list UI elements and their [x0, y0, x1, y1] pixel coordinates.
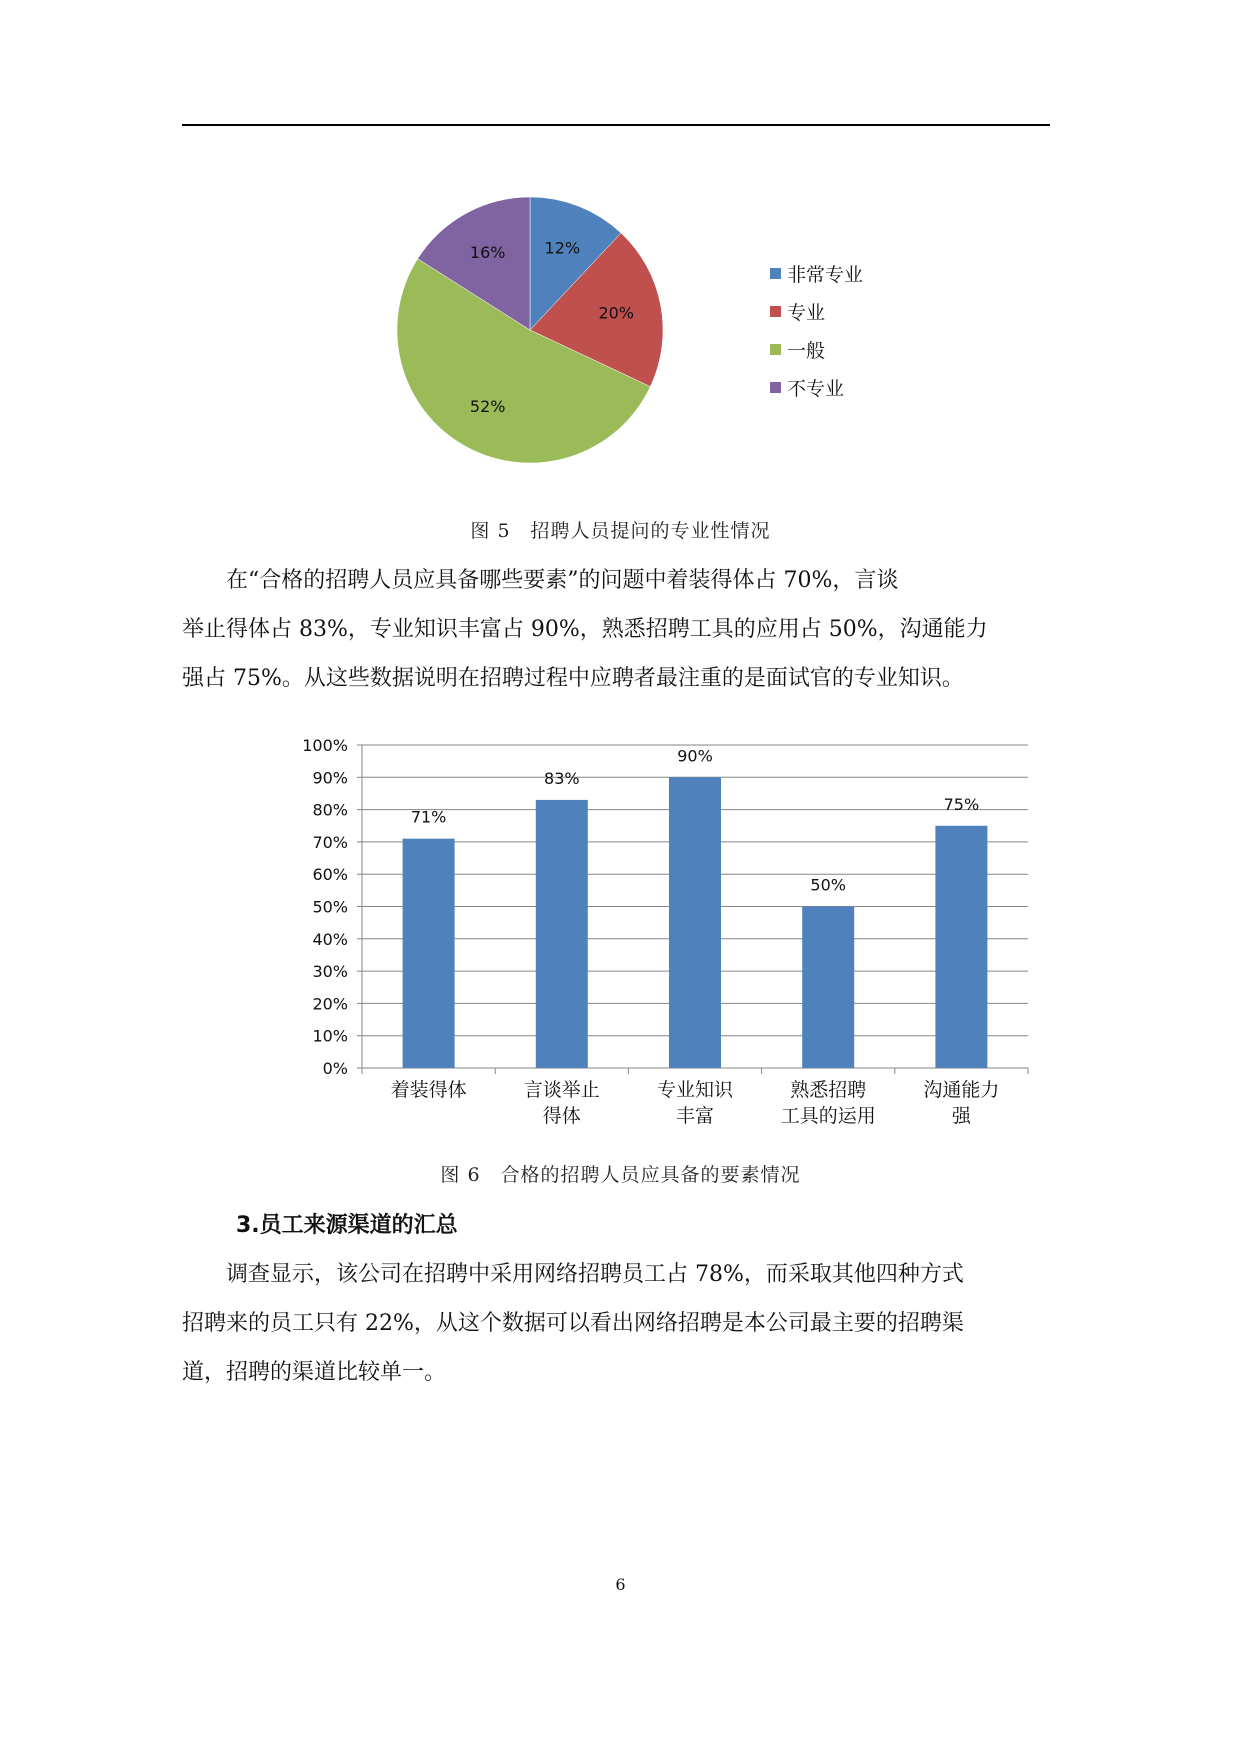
pie-legend: [770, 254, 863, 406]
pie-data-label: 52%: [469, 396, 506, 416]
x-category-label: 着装得体: [390, 1079, 467, 1101]
x-category-label: 强: [951, 1105, 971, 1127]
x-category-label: 得体: [542, 1105, 581, 1127]
x-category-label: 言谈举止: [523, 1079, 600, 1101]
paragraph-line: 举止得体占 83%，专业知识丰富占 90%，熟悉招聘工具的应用占 50%，沟通能力: [182, 617, 988, 642]
page-number: 6: [615, 1575, 626, 1594]
pie-data-label: 16%: [469, 243, 506, 263]
bar: [935, 826, 987, 1068]
legend-label: 专业: [787, 301, 826, 324]
paragraph-channels: [182, 1250, 1050, 1397]
legend-swatch: [770, 306, 781, 317]
y-tick-label: 50%: [312, 897, 348, 917]
figure-6-caption: 图 6 合格的招聘人员应具备的要素情况: [440, 1164, 801, 1186]
paragraph-line: 道，招聘的渠道比较单一。: [182, 1360, 447, 1385]
x-category-label: 熟悉招聘: [790, 1079, 867, 1101]
figure-5-caption: 图 5 招聘人员提问的专业性情况: [470, 520, 771, 542]
bar-data-label: 75%: [943, 794, 980, 814]
legend-item: [770, 254, 863, 292]
bar: [802, 907, 854, 1069]
legend-item: [770, 368, 863, 406]
paragraph-line: 强占 75%。从这些数据说明在招聘过程中应聘者最注重的是面试官的专业知识。: [182, 666, 964, 691]
y-tick-label: 70%: [312, 832, 348, 852]
bar: [536, 800, 588, 1068]
pie-chart: [380, 180, 680, 480]
y-tick-label: 10%: [312, 1026, 348, 1046]
legend-item: [770, 292, 863, 330]
paragraph-line: 在“合格的招聘人员应具备哪些要素”的问题中着装得体占 70%，言谈: [226, 568, 899, 593]
x-category-label: 丰富: [675, 1105, 715, 1127]
legend-label: 非常专业: [787, 263, 864, 286]
legend-item: [770, 330, 863, 368]
paragraph-line: 调查显示，该公司在招聘中采用网络招聘员工占 78%，而采取其他四种方式: [226, 1262, 964, 1287]
legend-swatch: [770, 382, 781, 393]
y-tick-label: 90%: [312, 768, 348, 788]
legend-swatch: [770, 344, 781, 355]
y-tick-label: 0%: [322, 1059, 348, 1078]
bar-data-label: 90%: [677, 746, 713, 766]
bar: [669, 777, 721, 1068]
legend-label: 不专业: [787, 377, 845, 400]
x-category-label: 专业知识: [656, 1079, 734, 1101]
y-tick-label: 60%: [312, 865, 348, 885]
paragraph-line: 招聘来的员工只有 22%，从这个数据可以看出网络招聘是本公司最主要的招聘渠: [182, 1311, 964, 1336]
section-heading: 3.员工来源渠道的汇总: [236, 1213, 458, 1238]
legend-label: 一般: [787, 339, 826, 362]
bar-data-label: 71%: [410, 807, 447, 827]
y-tick-label: 80%: [312, 800, 348, 820]
y-tick-label: 30%: [312, 962, 348, 982]
bar-data-label: 50%: [810, 875, 846, 895]
header-rule: [182, 124, 1050, 126]
paragraph-requirements: [182, 556, 1050, 703]
y-tick-label: 100%: [302, 736, 348, 755]
bar-data-label: 83%: [544, 768, 580, 788]
pie-data-label: 20%: [598, 303, 635, 323]
legend-swatch: [770, 268, 781, 279]
y-tick-label: 20%: [312, 994, 348, 1014]
bar-chart: [280, 725, 1040, 1145]
x-category-label: 工具的运用: [780, 1105, 876, 1127]
pie-data-label: 12%: [544, 238, 581, 258]
x-category-label: 沟通能力: [923, 1079, 1000, 1101]
bar: [403, 839, 455, 1068]
y-tick-label: 40%: [312, 929, 348, 949]
